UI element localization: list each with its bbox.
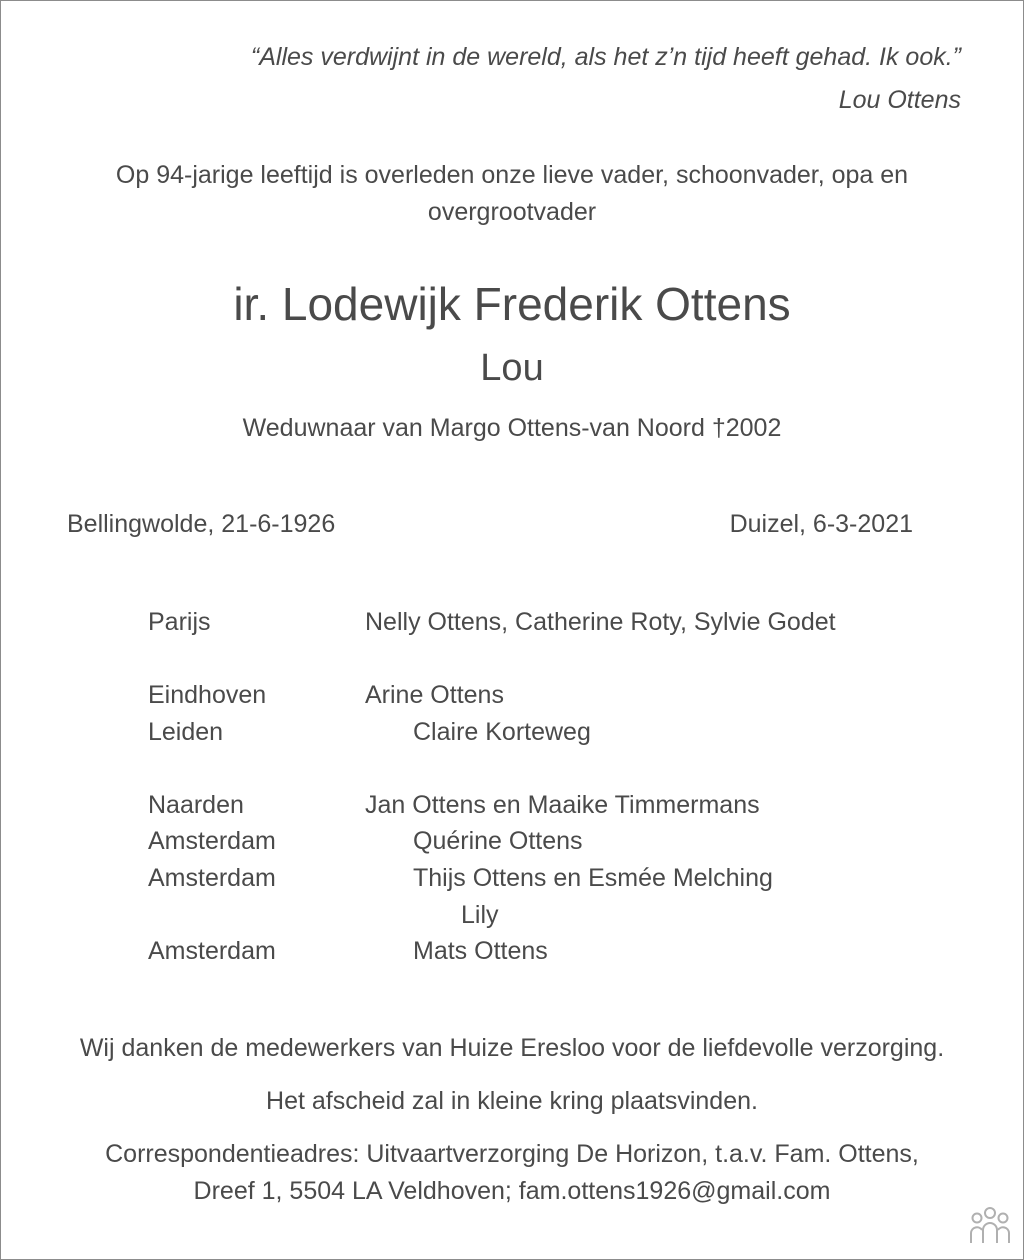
- birth-place-date: Bellingwolde, 21-6-1926: [67, 510, 336, 538]
- family-place: Amsterdam: [148, 827, 276, 855]
- family-place: Naarden: [148, 791, 244, 819]
- family-names: Thijs Ottens en Esmée Melching: [413, 864, 773, 892]
- family-names: Lily: [461, 901, 499, 929]
- family-place: Amsterdam: [148, 937, 276, 965]
- thanks-text: Wij danken de medewerkers van Huize Eresloo voor de liefdevolle verzorging.: [79, 1034, 945, 1062]
- family-names: Nelly Ottens, Catherine Roty, Sylvie Godet: [365, 608, 836, 636]
- family-names: Quérine Ottens: [413, 827, 583, 855]
- deceased-nickname: Lou: [480, 347, 544, 389]
- death-place-date: Duizel, 6-3-2021: [729, 510, 913, 538]
- quote-author: Lou Ottens: [838, 86, 961, 114]
- family-names: Arine Ottens: [365, 681, 504, 709]
- widower-line: Weduwnaar van Margo Ottens-van Noord †2002: [242, 414, 782, 442]
- intro-line-1: Op 94-jarige leeftijd is overleden onze lieve vader, schoonvader, opa en: [115, 161, 909, 189]
- family-place: Eindhoven: [148, 681, 267, 709]
- family-place: Amsterdam: [148, 864, 276, 892]
- address-line-2: Dreef 1, 5504 LA Veldhoven; fam.ottens1926@gmail.com: [193, 1177, 831, 1205]
- farewell-text: Het afscheid zal in kleine kring plaatsvinden.: [266, 1087, 758, 1115]
- quote-text: “Alles verdwijnt in de wereld, als het z’n tijd heeft gehad. Ik ook.”: [250, 43, 961, 71]
- family-names: Mats Ottens: [413, 937, 548, 965]
- family-place: Parijs: [148, 608, 211, 636]
- family-place: Leiden: [148, 718, 224, 746]
- address-line-1: Correspondentieadres: Uitvaartverzorging De Horizon, t.a.v. Fam. Ottens,: [105, 1140, 919, 1168]
- family-names: Claire Korteweg: [413, 718, 591, 746]
- family-names: Jan Ottens en Maaike Timmermans: [365, 791, 760, 819]
- family-people-icon: [967, 1205, 1013, 1245]
- deceased-name: ir. Lodewijk Frederik Ottens: [233, 278, 791, 330]
- intro-line-2: overgrootvader: [427, 198, 597, 226]
